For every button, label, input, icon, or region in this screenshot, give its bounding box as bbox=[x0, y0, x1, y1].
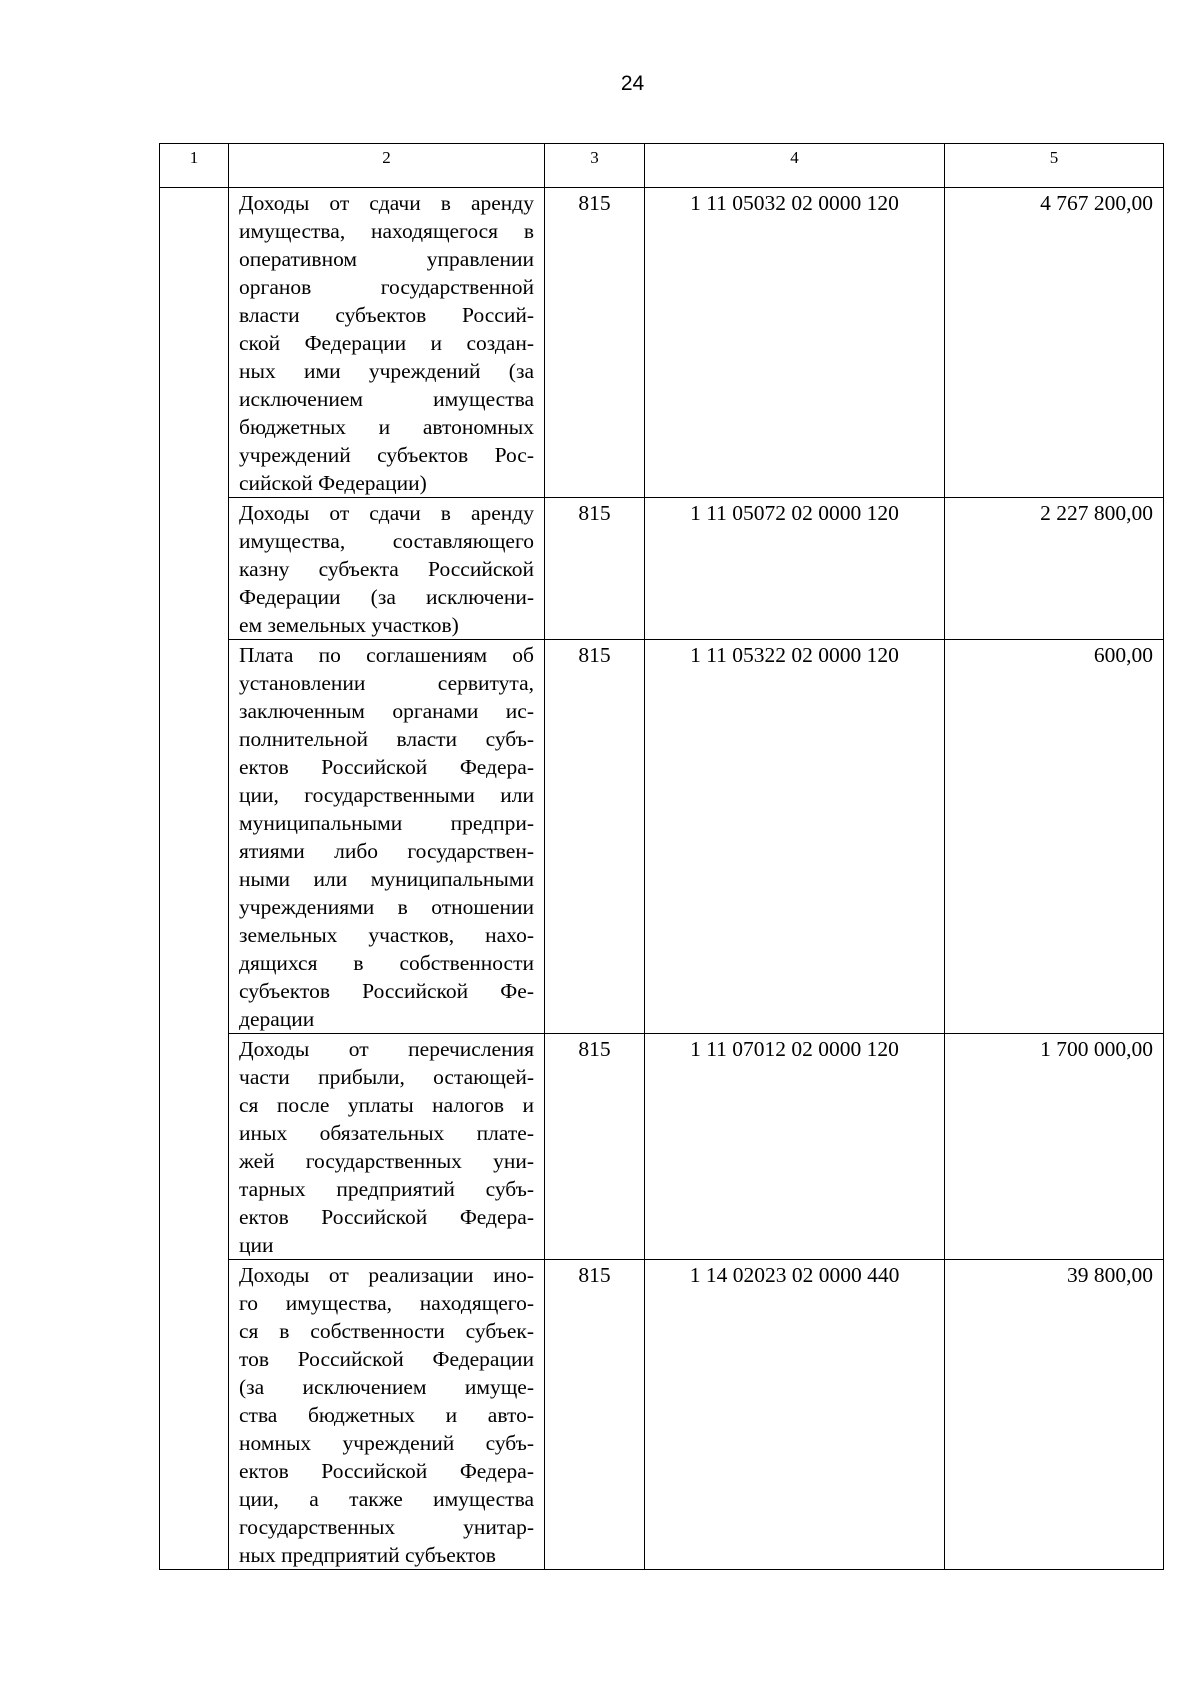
revenue-name-line: имущества, находящегося в bbox=[239, 219, 534, 243]
revenue-name-line: учреждениями в отношении bbox=[239, 895, 534, 919]
revenue-name-line: ектов Российской Федера- bbox=[239, 1205, 534, 1229]
row-number-cell bbox=[160, 188, 229, 1570]
revenue-name-line: иных обязательных плате- bbox=[239, 1121, 534, 1145]
admin-code-cell: 815 bbox=[545, 188, 645, 498]
revenue-name-line: оперативном управлении bbox=[239, 247, 534, 271]
revenue-name-line: Доходы от сдачи в аренду bbox=[239, 191, 534, 215]
revenue-name-cell bbox=[229, 498, 545, 640]
revenue-name-cell bbox=[229, 1034, 545, 1260]
admin-code-cell: 815 bbox=[545, 498, 645, 640]
revenue-name-line: казну субъекта Российской bbox=[239, 557, 534, 581]
column-header-3: 3 bbox=[545, 144, 645, 188]
revenue-name-line: дящихся в собственности bbox=[239, 951, 534, 975]
revenue-name-line: ятиями либо государствен- bbox=[239, 839, 534, 863]
budget-classification-code-cell: 1 11 05072 02 0000 120 bbox=[645, 498, 945, 640]
revenue-name-line: субъектов Российской Фе- bbox=[239, 979, 534, 1003]
revenue-name-line: заключенным органами ис- bbox=[239, 699, 534, 723]
revenue-name-line: ных ими учреждений (за bbox=[239, 359, 534, 383]
revenue-name-line: ции, государственными или bbox=[239, 783, 534, 807]
revenue-name-line: тов Российской Федерации bbox=[239, 1347, 534, 1371]
revenue-name-line: ными или муниципальными bbox=[239, 867, 534, 891]
revenue-name-line: органов государственной bbox=[239, 275, 534, 299]
revenue-name-line: ных предприятий субъектов bbox=[239, 1543, 496, 1567]
revenue-name-line: ем земельных участков) bbox=[239, 613, 459, 637]
admin-code-cell: 815 bbox=[545, 640, 645, 1034]
budget-classification-code-cell: 1 14 02023 02 0000 440 bbox=[645, 1260, 945, 1570]
column-header-4: 4 bbox=[645, 144, 945, 188]
revenue-name-line: Доходы от реализации ино- bbox=[239, 1263, 534, 1287]
table-header-row bbox=[160, 144, 1164, 188]
table-row bbox=[160, 1034, 1164, 1260]
column-header-1: 1 bbox=[160, 144, 229, 188]
revenue-name-line: имущества, составляющего bbox=[239, 529, 534, 553]
column-header-5: 5 bbox=[945, 144, 1164, 188]
revenue-name-line: Плата по соглашениям об bbox=[239, 643, 534, 667]
amount-cell: 39 800,00 bbox=[945, 1260, 1164, 1570]
table-row bbox=[160, 1260, 1164, 1570]
amount-cell: 1 700 000,00 bbox=[945, 1034, 1164, 1260]
revenue-name-line: го имущества, находящего- bbox=[239, 1291, 534, 1315]
revenue-name-line: (за исключением имуще- bbox=[239, 1375, 534, 1399]
page-number: 24 bbox=[620, 72, 645, 95]
table-body bbox=[160, 188, 1164, 1570]
revenue-name-line: власти субъектов Россий- bbox=[239, 303, 534, 327]
revenue-name-line: номных учреждений субъ- bbox=[239, 1431, 534, 1455]
revenue-name-line: ся после уплаты налогов и bbox=[239, 1093, 534, 1117]
revenue-name-cell bbox=[229, 640, 545, 1034]
revenue-name-line: бюджетных и автономных bbox=[239, 415, 534, 439]
table-row bbox=[160, 640, 1164, 1034]
revenue-name-line: учреждений субъектов Рос- bbox=[239, 443, 534, 467]
revenue-name-line: ся в собственности субъек- bbox=[239, 1319, 534, 1343]
revenue-name-line: ства бюджетных и авто- bbox=[239, 1403, 534, 1427]
revenue-name-line: ции, а также имущества bbox=[239, 1487, 534, 1511]
revenue-name-line: установлении сервитута, bbox=[239, 671, 534, 695]
column-header-2: 2 bbox=[229, 144, 545, 188]
revenue-name-line: тарных предприятий субъ- bbox=[239, 1177, 534, 1201]
revenue-name-line: ской Федерации и создан- bbox=[239, 331, 534, 355]
admin-code-cell: 815 bbox=[545, 1260, 645, 1570]
revenue-table bbox=[159, 143, 1164, 1570]
amount-cell: 2 227 800,00 bbox=[945, 498, 1164, 640]
table-row bbox=[160, 498, 1164, 640]
admin-code-cell: 815 bbox=[545, 1034, 645, 1260]
revenue-name-line: государственных унитар- bbox=[239, 1515, 534, 1539]
revenue-name-cell bbox=[229, 188, 545, 498]
revenue-name-line: Федерации (за исключени- bbox=[239, 585, 534, 609]
revenue-name-line: дерации bbox=[239, 1007, 315, 1031]
revenue-name-line: Доходы от сдачи в аренду bbox=[239, 501, 534, 525]
revenue-name-line: Доходы от перечисления bbox=[239, 1037, 534, 1061]
revenue-name-line: части прибыли, остающей- bbox=[239, 1065, 534, 1089]
revenue-name-line: ектов Российской Федера- bbox=[239, 755, 534, 779]
revenue-name-line: полнительной власти субъ- bbox=[239, 727, 534, 751]
budget-classification-code-cell: 1 11 05032 02 0000 120 bbox=[645, 188, 945, 498]
revenue-name-line: ции bbox=[239, 1233, 274, 1257]
budget-classification-code-cell: 1 11 07012 02 0000 120 bbox=[645, 1034, 945, 1260]
table-row bbox=[160, 188, 1164, 498]
revenue-name-line: земельных участков, нахо- bbox=[239, 923, 534, 947]
revenue-name-cell bbox=[229, 1260, 545, 1570]
revenue-name-line: жей государственных уни- bbox=[239, 1149, 534, 1173]
revenue-name-line: сийской Федерации) bbox=[239, 471, 427, 495]
revenue-name-line: ектов Российской Федера- bbox=[239, 1459, 534, 1483]
amount-cell: 600,00 bbox=[945, 640, 1164, 1034]
amount-cell: 4 767 200,00 bbox=[945, 188, 1164, 498]
budget-classification-code-cell: 1 11 05322 02 0000 120 bbox=[645, 640, 945, 1034]
revenue-name-line: муниципальными предпри- bbox=[239, 811, 534, 835]
revenue-name-line: исключением имущества bbox=[239, 387, 534, 411]
